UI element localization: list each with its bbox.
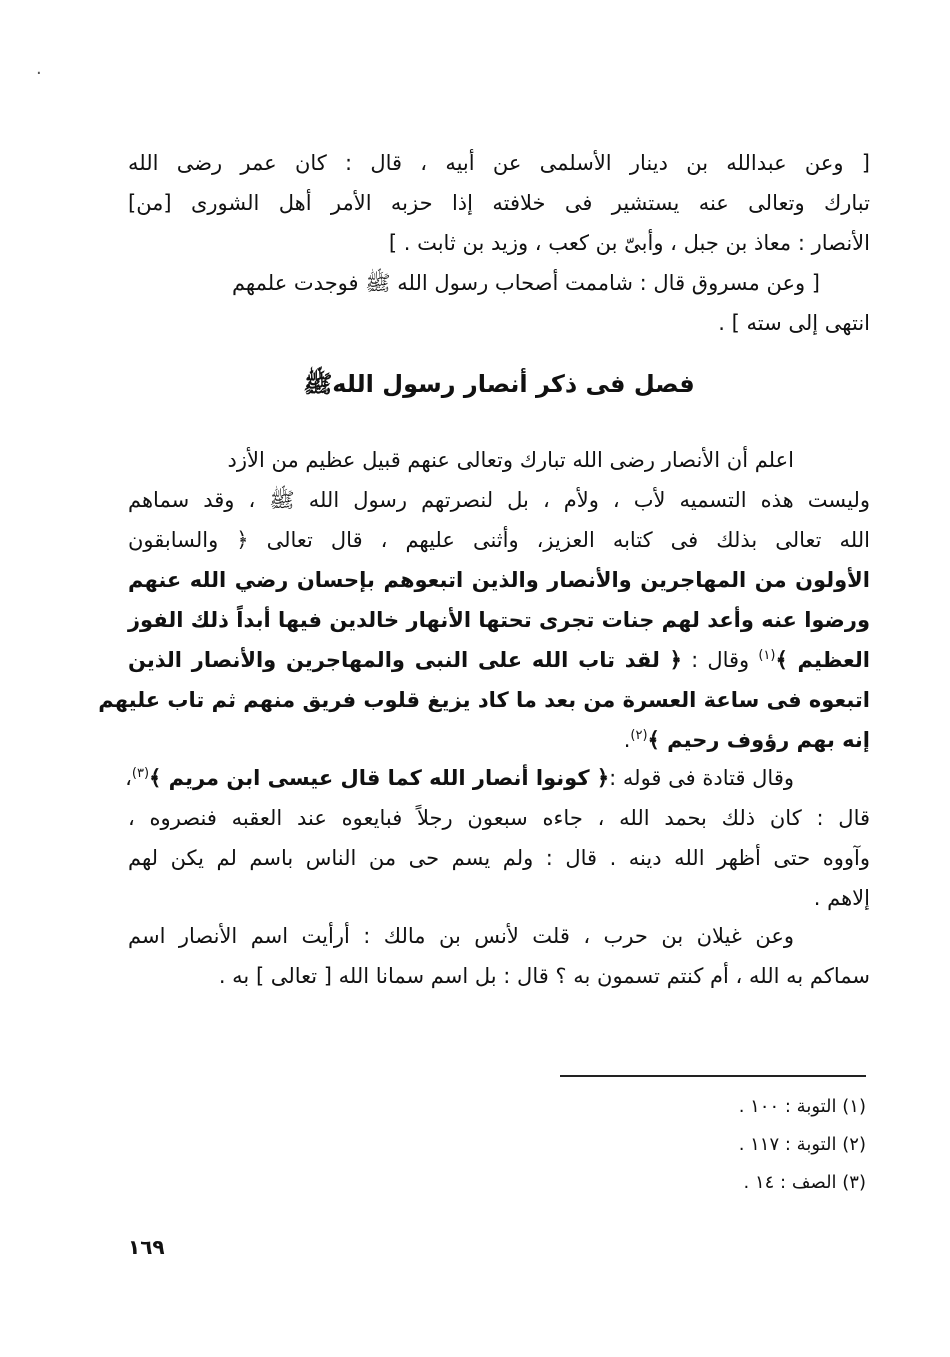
text-line: [128, 520, 870, 560]
text-line: إلاهم .: [813, 886, 870, 910]
text-line: الأنصار : معاذ بن جبل ، وأبىّ بن كعب ، وزيد بن ثابت . ]: [388, 231, 870, 255]
text-line: قال : كان ذلك بحمد الله ، جاءه سبعون رجلاً فبايعوه عند العقبه فنصروه ،: [128, 806, 870, 830]
text-line: وعن غيلان بن حرب ، قلت لأنس بن مالك : أرأيت اسم الأنصار اسم: [128, 924, 794, 948]
section-heading: فصل فى ذكر أنصار رسول اللهﷺ: [303, 370, 695, 398]
text-line-content: الله تعالى بذلك فى كتابه العزيز، وأثنى عليهم ، قال تعالى ﴿ والسابقون: [128, 528, 870, 552]
quran-line: الأولون من المهاجرين والأنصار والذين اتبعوهم بإحسان رضي الله عنهم: [128, 568, 870, 592]
footnote-ref: (٢): [630, 728, 648, 743]
text-line: [128, 640, 870, 680]
text-line: انتهى إلى سته ] .: [718, 311, 870, 335]
paragraph-qatada: [125, 758, 870, 918]
quran-line: ورضوا عنه وأعد لهم جنات تجرى تحتها الأنهار خالدين فيها أبداً ذلك الفوز: [127, 608, 870, 632]
text-line: وآووه حتى أظهر الله دينه . قال : ولم يسم حى من الناس باسم لم يكن لهم: [128, 846, 870, 870]
footnote-ref: (١): [758, 648, 776, 663]
text-line: اعلم أن الأنصار رضى الله تبارك وتعالى عنهم قبيل عظيم من الأزد: [227, 448, 794, 472]
text-line: تبارك وتعالى عنه يستشير فى خلافته إذا حزبه الأمر أهل الشورى [من]: [128, 191, 870, 215]
text-line: [125, 758, 870, 798]
quran-text: إنه بهم رؤوف رحيم ﴾: [647, 728, 870, 752]
footnote-ref: (٣): [131, 766, 150, 781]
footnote: (٢) التوبة : ١١٧ .: [738, 1134, 866, 1155]
footnote: (٣) الصف : ١٤ .: [743, 1172, 866, 1193]
text-line: [ وعن مسروق قال : شاممت أصحاب رسول الله ﷺ فوجدت علمهم: [231, 271, 820, 295]
quran-text: ﴿ لقد تاب الله على النبى والمهاجرين والأنصار الذين: [128, 648, 682, 672]
text-segment: .: [623, 728, 631, 752]
quran-line: اتبعوه فى ساعة العسرة من بعد ما كاد يزيغ قلوب فريق منهم ثم تاب عليهم: [98, 688, 870, 712]
text-line: سماكم به الله ، أم كنتم تسمون به ؟ قال : بل اسم سمانا الله [ تعالى ] به .: [218, 964, 870, 988]
page-mark: .: [36, 58, 42, 79]
quran-text: ﴿ كونوا أنصار الله كما قال عيسى ابن مريم ﴾: [149, 766, 610, 790]
footnote-divider: [560, 1075, 866, 1077]
paragraph-ghaylan: [128, 916, 870, 996]
text-segment: وقال قتادة فى قوله :: [609, 766, 794, 790]
paragraph-ansar-intro: [98, 440, 870, 760]
page-number: ١٦٩: [128, 1235, 165, 1259]
paragraph-ibn-dinar: [128, 143, 870, 263]
text-line: [ وعن عبدالله بن دينار الأسلمى عن أبيه ، قال : كان عمر رضى الله: [128, 151, 870, 175]
footnotes: [500, 1088, 866, 1202]
text-segment: ،: [125, 766, 132, 790]
text-segment: وقال :: [681, 648, 759, 672]
paragraph-masruq: [128, 263, 870, 343]
quran-text: العظيم ﴾: [775, 648, 870, 672]
text-line: [128, 720, 870, 760]
text-line: وليست هذه التسميه لأب ، ولأم ، بل لنصرتهم رسول الله ﷺ ، وقد سماهم: [128, 488, 870, 512]
footnote: (١) التوبة : ١٠٠ .: [738, 1096, 866, 1117]
